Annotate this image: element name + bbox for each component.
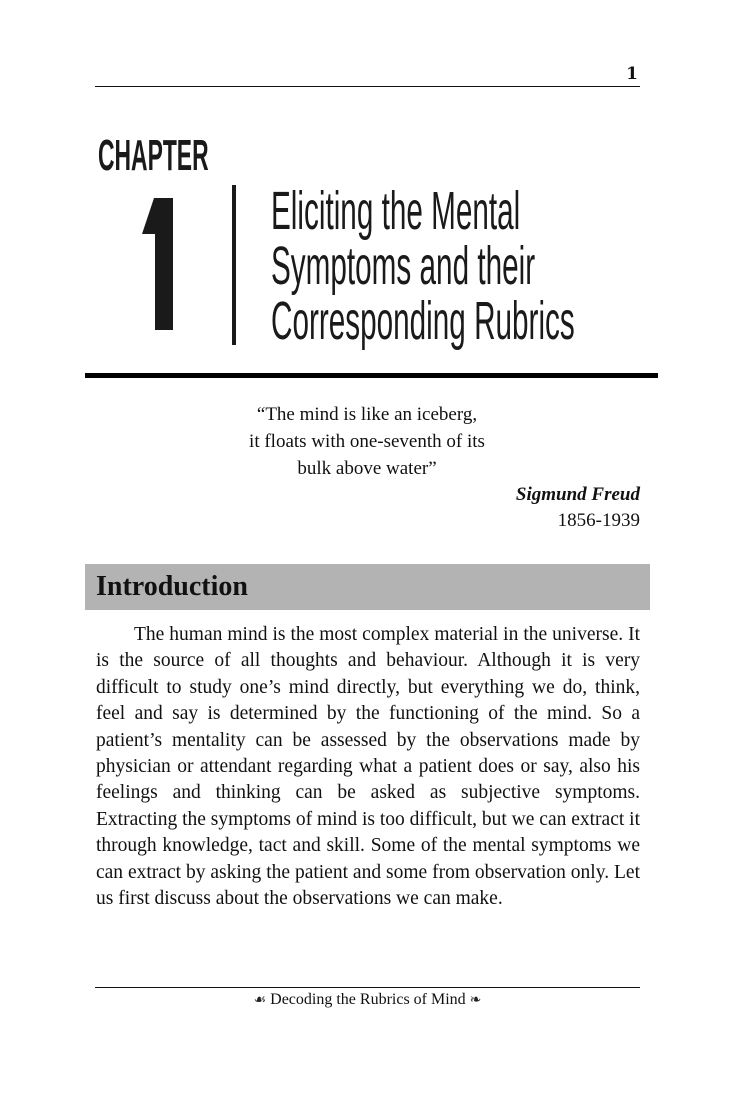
epigraph-line: “The mind is like an iceberg, — [256, 404, 478, 425]
chapter-title-line: Symptoms and their — [271, 236, 536, 296]
chapter-title-rule — [85, 373, 658, 378]
chapter-divider-bar — [232, 185, 236, 345]
epigraph-years: 1856-1939 — [557, 510, 640, 531]
chapter-label: CHAPTER — [98, 131, 209, 180]
epigraph-author: Sigmund Freud — [515, 484, 640, 505]
page-number: 1 — [626, 64, 638, 84]
chapter-title-line: Eliciting the Mental — [271, 181, 521, 241]
fleuron-left-icon: ☙ — [253, 993, 267, 1008]
header-rule — [95, 86, 640, 87]
epigraph-line: bulk above water” — [297, 458, 437, 479]
epigraph-line: it floats with one-seventh of its — [249, 431, 485, 452]
footer-rule — [95, 987, 640, 988]
footer-title: Decoding the Rubrics of Mind — [270, 991, 466, 1008]
chapter-number-glyph — [142, 198, 173, 330]
body-paragraph: The human mind is the most complex material in the universe. It is the source of all thoughts and behaviour. Although it is very difficult to study one’s mind directly, but everything we do, think, feel and say is determined by the functioning of the mind. So a patient’s mentality can be assessed by the observations made by physician or attendant regarding what a patient does or say, also his feelings and thinking can be asked as subjective symptoms. Extracting the symptoms of mind is too difficult, but we can extract it through knowledge, tact and skill. Some of the mental symptoms we can extract by asking the patient and some from observation only. Let us first discuss about the observations we can make. — [96, 624, 640, 910]
chapter-title-line: Corresponding Rubrics — [271, 291, 575, 351]
section-heading: Introduction — [96, 571, 248, 602]
chapter-number-graphic — [140, 196, 180, 332]
fleuron-right-icon: ❧ — [469, 993, 482, 1008]
running-footer — [95, 991, 640, 1009]
